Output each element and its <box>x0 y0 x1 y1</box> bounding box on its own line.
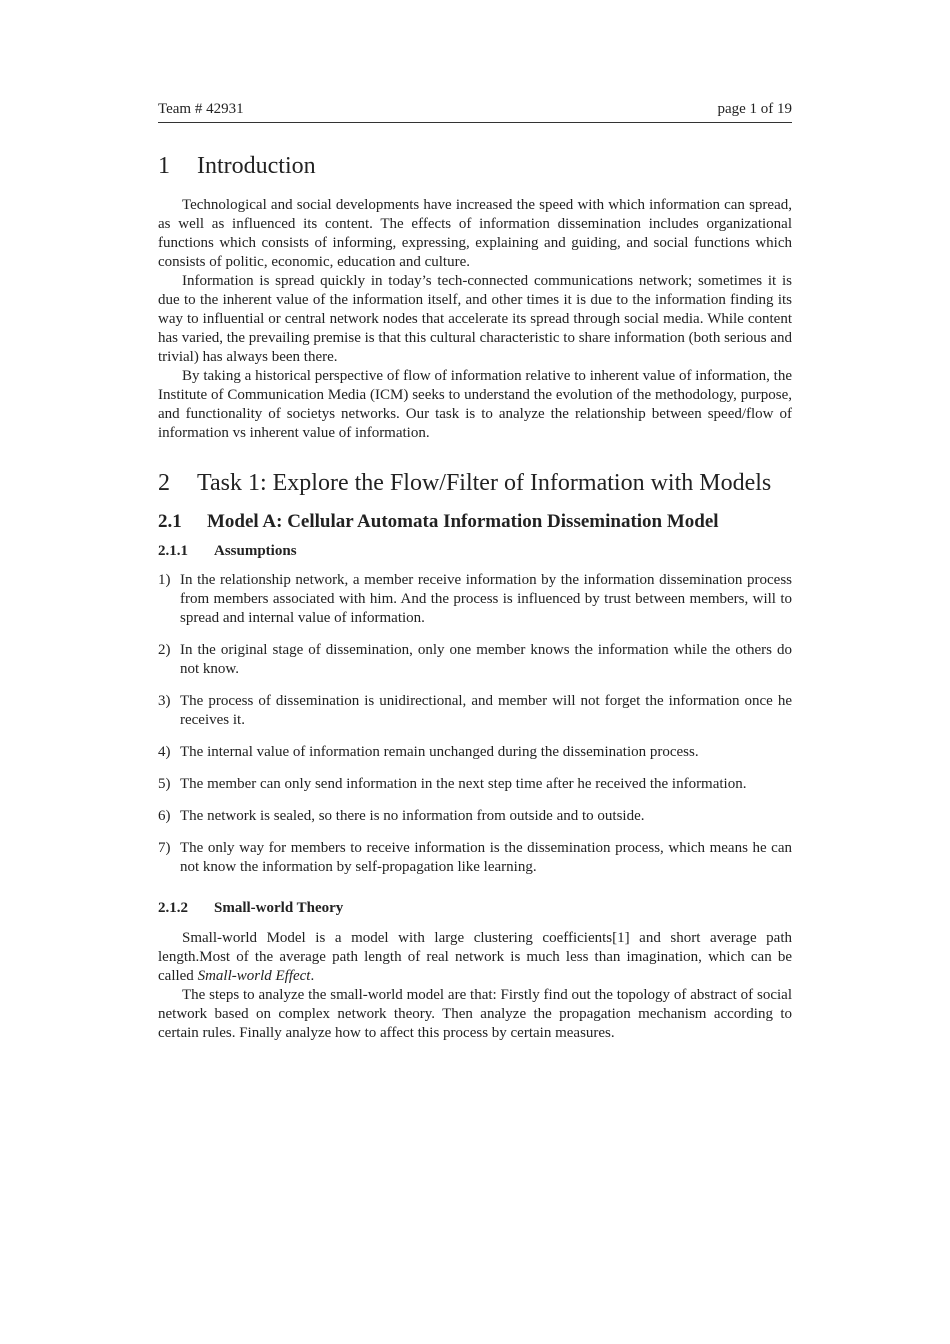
small-world-paragraph-1-text: Small-world Model is a model with large clustering coefficients[1] and short average path length.Most of the average path length of real network is much less than imagination, which can be called <box>158 930 792 984</box>
section-title: Introduction <box>197 153 316 179</box>
list-marker: 2) <box>158 642 171 658</box>
section-heading-task1 <box>158 469 792 498</box>
list-item <box>158 775 792 794</box>
section-number: 1 <box>158 153 170 179</box>
small-world-paragraph-2: The steps to analyze the small-world model are that: Firstly find out the topology of abstract of social network based on complex network theory. Then analyze the propagation mechanism according to certain rules. Finally analyze how to affect this process by certain measures. <box>158 987 792 1041</box>
page-number: page 1 of 19 <box>717 101 792 117</box>
subsubsection-heading-assumptions <box>158 542 792 561</box>
list-marker: 5) <box>158 776 171 792</box>
list-item-text: The internal value of information remain unchanged during the dissemination process. <box>180 744 699 760</box>
list-marker: 1) <box>158 572 171 588</box>
intro-paragraph-1: Technological and social developments have increased the speed with which information can spread, as well as influenced its content. The effects of information dissemination includes organizational functions which consists of informing, expressing, explaining and guiding, and social functions which consists of politic, economic, education and culture. <box>158 197 792 270</box>
list-marker: 4) <box>158 744 171 760</box>
list-item <box>158 692 792 730</box>
section-title: Task 1: Explore the Flow/Filter of Information with Models <box>197 470 772 496</box>
list-item-text: The member can only send information in the next step time after he received the information. <box>180 776 747 792</box>
list-item-text: The only way for members to receive information is the dissemination process, which means he can not know the information by self-propagation like learning. <box>180 840 792 875</box>
list-item-text: The network is sealed, so there is no information from outside and to outside. <box>180 808 645 824</box>
team-number: Team # 42931 <box>158 101 244 117</box>
section-heading-introduction <box>158 152 792 181</box>
intro-paragraph-3: By taking a historical perspective of flow of information relative to inherent value of information, the Institute of Communication Media (ICM) seeks to understand the evolution of the methodology, purpose, and functionality of societys networks. Our task is to analyze the relationship between speed/flow of information vs inherent value of information. <box>158 368 792 441</box>
section-number: 2 <box>158 470 170 496</box>
assumptions-list <box>158 571 792 877</box>
subsection-title: Model A: Cellular Automata Information Dissemination Model <box>207 511 719 532</box>
list-marker: 6) <box>158 808 171 824</box>
subsection-heading-model-a <box>158 510 792 534</box>
subsection-number: 2.1 <box>158 511 182 532</box>
subsubsection-title: Small-world Theory <box>214 900 344 916</box>
list-item-text: In the original stage of dissemination, only one member knows the information while the others do not know. <box>180 642 792 677</box>
list-item <box>158 571 792 628</box>
list-item-text: The process of dissemination is unidirectional, and member will not forget the information once he receives it. <box>180 693 792 728</box>
list-item <box>158 641 792 679</box>
subsubsection-number: 2.1.1 <box>158 543 188 559</box>
list-marker: 7) <box>158 840 171 856</box>
list-item <box>158 743 792 762</box>
subsubsection-title: Assumptions <box>214 543 297 559</box>
paper-body <box>158 152 792 1043</box>
small-world-paragraph-1 <box>158 929 792 986</box>
subsubsection-number: 2.1.2 <box>158 900 188 916</box>
list-item <box>158 807 792 826</box>
intro-paragraph-2: Information is spread quickly in today’s tech-connected communications network; sometimes it is due to the inherent value of the information itself, and other times it is due to the information finding its way to influential or central network nodes that accelerate its spread through social media. While content has varied, the prevailing premise is that this cultural characteristic to share information (both serious and trivial) has always been there. <box>158 273 792 365</box>
list-marker: 3) <box>158 693 171 709</box>
list-item <box>158 839 792 877</box>
sentence-end: . <box>310 968 315 984</box>
list-item-text: In the relationship network, a member receive information by the information dissemination process from members associated with him. And the process is influenced by trust between members, will to spread and internal value of information. <box>180 572 792 626</box>
page-header <box>158 100 792 123</box>
small-world-effect-term: Small-world Effect <box>197 968 311 984</box>
subsubsection-heading-small-world <box>158 899 792 918</box>
